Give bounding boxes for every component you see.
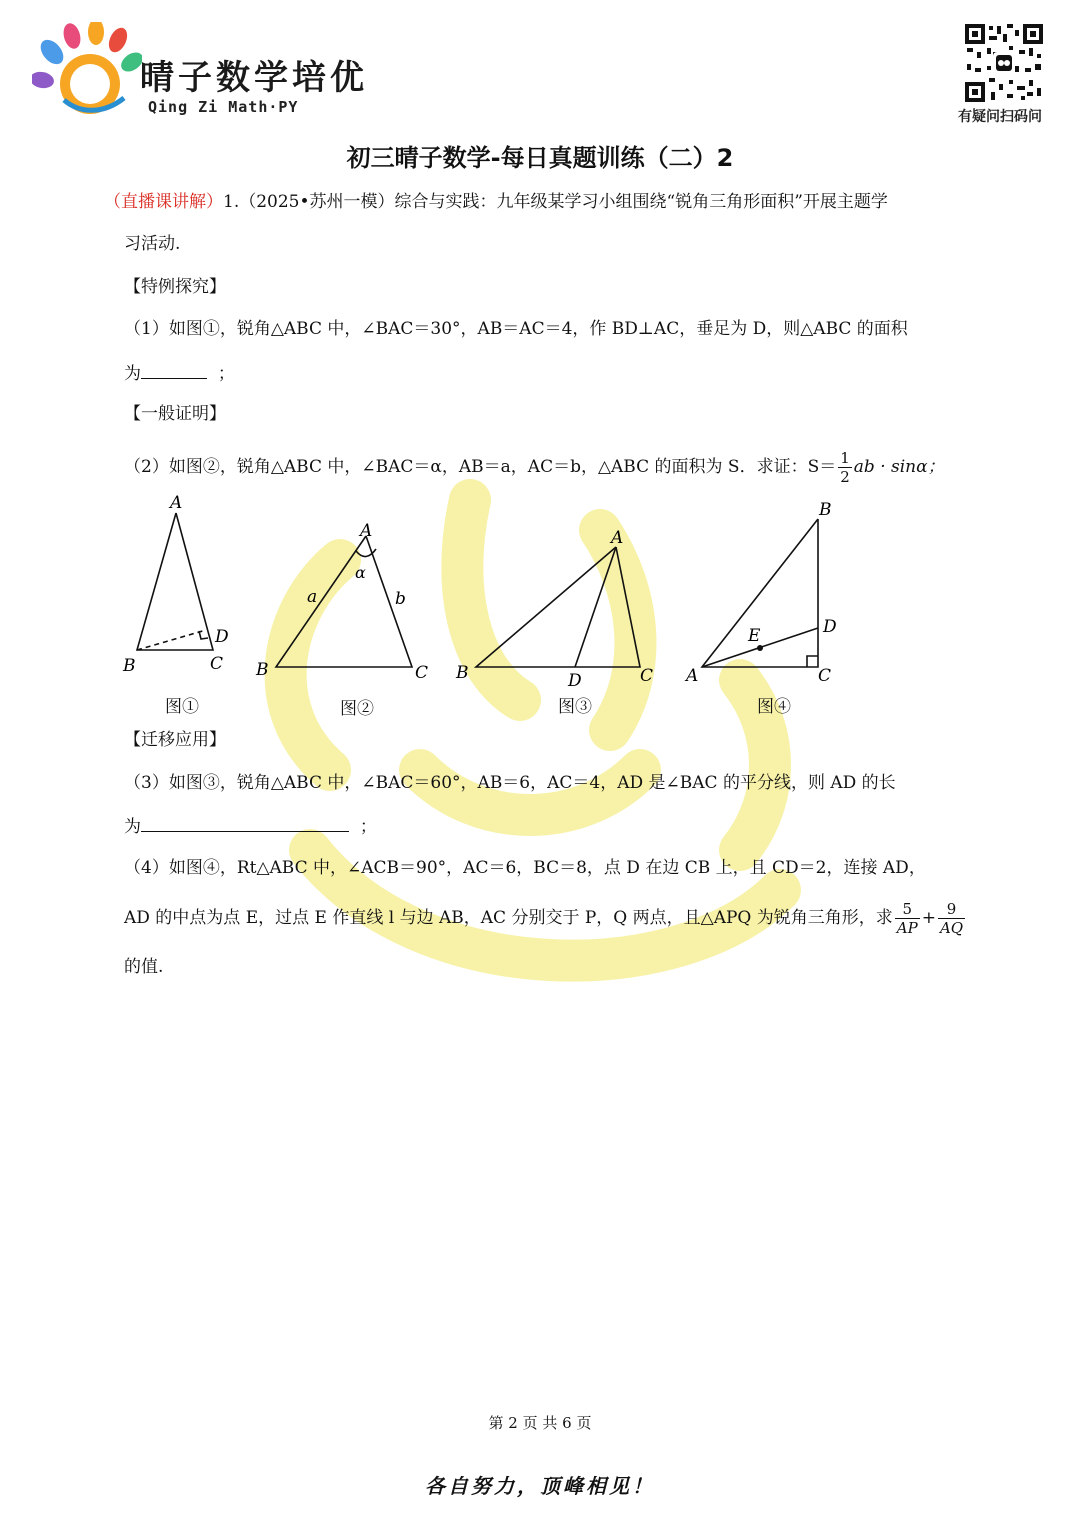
fig2-label-a: A [360,521,373,541]
question-3-line1: （3）如图③，锐角△ABC 中，∠BAC＝60°，AB＝6，AC＝4，AD 是∠BAC 的平分线，则 AD 的长 [124,773,896,793]
section-heading-transfer: 【迁移应用】 [124,730,226,750]
footer-slogan: 各自努力，顶峰相见！ [425,1474,655,1498]
question-3-line2 [124,813,377,839]
section-heading-general: 【一般证明】 [124,404,226,424]
question-2-text: （2）如图②，锐角△ABC 中，∠BAC＝α，AB＝a，AC＝b，△ABC 的面积为 S．求证：S＝ [124,457,837,477]
answer-prefix: 为 [124,364,141,384]
fraction-numerator: 9 [938,900,965,919]
page-number: 第 2 页 共 6 页 [488,1414,592,1432]
page-title: 初三晴子数学-每日真题训练（二）2 [346,144,734,172]
qr-caption: 有疑问扫码问 [958,109,1042,125]
answer-prefix: 为 [124,817,141,837]
fig3-caption: 图③ [558,697,592,717]
fraction-9-over-aq [938,900,965,937]
fraction-numerator: 1 [840,449,850,467]
fig1-label-b: B [123,656,136,676]
answer-suffix: ； [217,364,235,384]
figure-4 [680,495,850,690]
section-heading-special: 【特例探究】 [124,277,226,297]
answer-blank-1[interactable] [141,360,207,379]
logo-english-text: Qing Zi Math·PY [148,98,299,116]
question-4-line2 [124,898,967,938]
figure-3 [450,525,670,690]
fig4-caption: 图④ [757,697,791,717]
problem-intro-text: 1.（2025•苏州一模）综合与实践：九年级某学习小组围绕“锐角三角形面积”开展主题学 [223,192,888,212]
fig1-label-d: D [215,627,229,647]
fig4-label-c: C [818,666,832,686]
question-4-line1: （4）如图④，Rt△ABC 中，∠ACB＝90°，AC＝6，BC＝8，点 D 在边 CB 上，且 CD＝2，连接 AD， [124,858,926,878]
fraction-numerator: 5 [895,900,920,919]
fig1-caption: 图① [165,697,199,717]
qr-code-icon[interactable] [963,22,1045,104]
fig4-label-e: E [748,626,761,646]
fig1-label-c: C [210,654,224,674]
figure-2 [250,518,440,683]
fig2-caption: 图② [340,699,374,719]
fig3-label-d: D [568,671,582,690]
fraction-denominator: AP [896,919,918,937]
fig2-label-b: B [256,660,269,680]
fig3-label-a: A [611,528,624,548]
fig4-label-d: D [823,617,837,637]
sun-logo-icon [32,22,142,122]
fig1-label-a: A [170,493,183,513]
question-1-line2 [124,360,235,386]
fraction-5-over-ap [895,900,920,937]
question-1-line1: （1）如图①，锐角△ABC 中，∠BAC＝30°，AB＝AC＝4，作 BD⊥AC，垂足为 D，则△ABC 的面积 [124,319,908,339]
question-4-text: AD 的中点为点 E，过点 E 作直线 l 与边 AB，AC 分别交于 P，Q 两点，且△APQ 为锐角三角形，求 [124,908,893,928]
fig3-label-c: C [640,666,654,686]
question-2-tail: ab · sinα； [853,457,945,477]
logo-chinese-text: 晴子数学培优 [140,58,368,98]
fig4-label-b: B [819,500,832,520]
problem-intro-line1 [104,190,888,214]
fig2-label-c: C [415,663,429,683]
fig2-label-side-b: b [395,589,406,609]
answer-blank-3[interactable] [141,813,349,832]
question-2 [124,449,945,486]
answer-suffix: ； [359,817,377,837]
problem-intro-line2: 习活动. [124,234,181,254]
question-4-line3: 的值. [124,957,164,977]
figure-1 [115,490,245,680]
fraction-denominator: 2 [840,468,850,486]
fig4-label-a: A [686,666,699,686]
fig3-label-b: B [456,663,469,683]
plus-sign: + [921,908,936,928]
fraction-denominator: AQ [939,919,964,937]
live-class-tag: （直播课讲解） [104,192,223,212]
fraction-one-half [838,449,852,486]
fig2-label-side-a: a [307,587,318,607]
fig2-label-alpha: α [355,563,366,582]
